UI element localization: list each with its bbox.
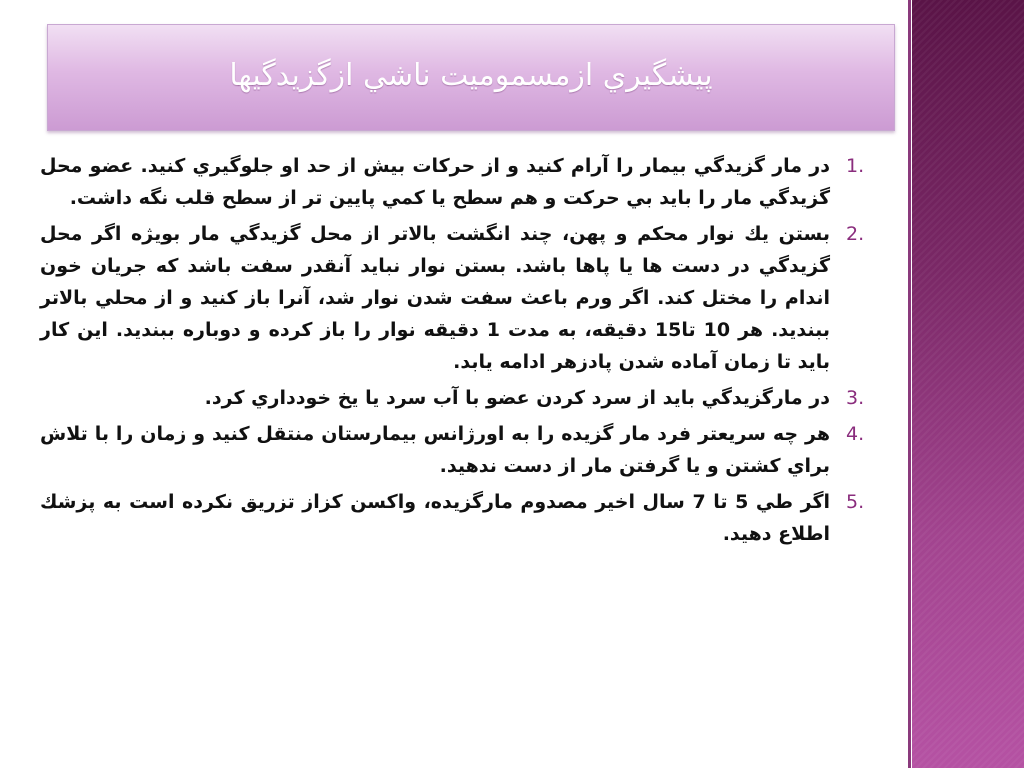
decorative-divider <box>908 0 911 768</box>
content-body <box>40 150 892 554</box>
list-item <box>40 486 892 550</box>
list-item-text: در مارگزيدگي بايد از سرد كردن عضو با آب سرد يا يخ خودداري كرد. <box>204 387 830 409</box>
list-item <box>40 150 892 214</box>
list-item-number: 1. <box>846 155 865 177</box>
list-item-text: اگر طي 5 تا 7 سال اخير مصدوم مارگزيده، واكسن كزاز تزريق نكرده است به پزشك اطلاع دهيد. <box>40 491 831 545</box>
list-item <box>40 218 892 378</box>
list-item <box>40 382 892 414</box>
list-item-number: 2. <box>846 223 865 245</box>
list-item-text: در مار گزيدگي بيمار را آرام كنيد و از حركات بيش از حد او جلوگيري كنيد. عضو محل گزيدگي مار را بايد بي حركت و هم سطح يا كمي پايين تر از سطح قلب نگه داشت. <box>40 155 830 209</box>
list-item <box>40 418 892 482</box>
decorative-side-band <box>912 0 1024 768</box>
list-item-number: 5. <box>846 491 865 513</box>
list-item-text: بستن يك نوار محكم و پهن، چند انگشت بالاتر از محل گزيدگي مار بويژه اگر محل گزيدگي در دست ها يا پاها باشد. بستن نوار نبايد آنقدر سفت باشد كه جريان خون اندام را مختل كند. اگر ورم باعث سفت شدن نوار شد، آنرا باز كنيد و از محلي بالاتر ببنديد. هر 10 تا15 دقيقه، به مدت 1 دقيقه نوار را باز كرده و دوباره ببنديد. اين كار بايد تا زمان آماده شدن پادزهر ادامه يابد. <box>40 223 831 373</box>
title-placeholder <box>47 24 895 131</box>
list-item-text: هر چه سريعتر فرد مار گزيده را به اورژانس بيمارستان منتقل كنيد و زمان را با تلاش براي كشتن و يا گرفتن مار از دست ندهيد. <box>40 423 830 477</box>
list-item-number: 3. <box>846 387 865 409</box>
numbered-list <box>40 150 892 550</box>
slide-title: پيشگيري ازمسموميت ناشي ازگزيدگيها <box>229 58 713 93</box>
list-item-number: 4. <box>846 423 865 445</box>
